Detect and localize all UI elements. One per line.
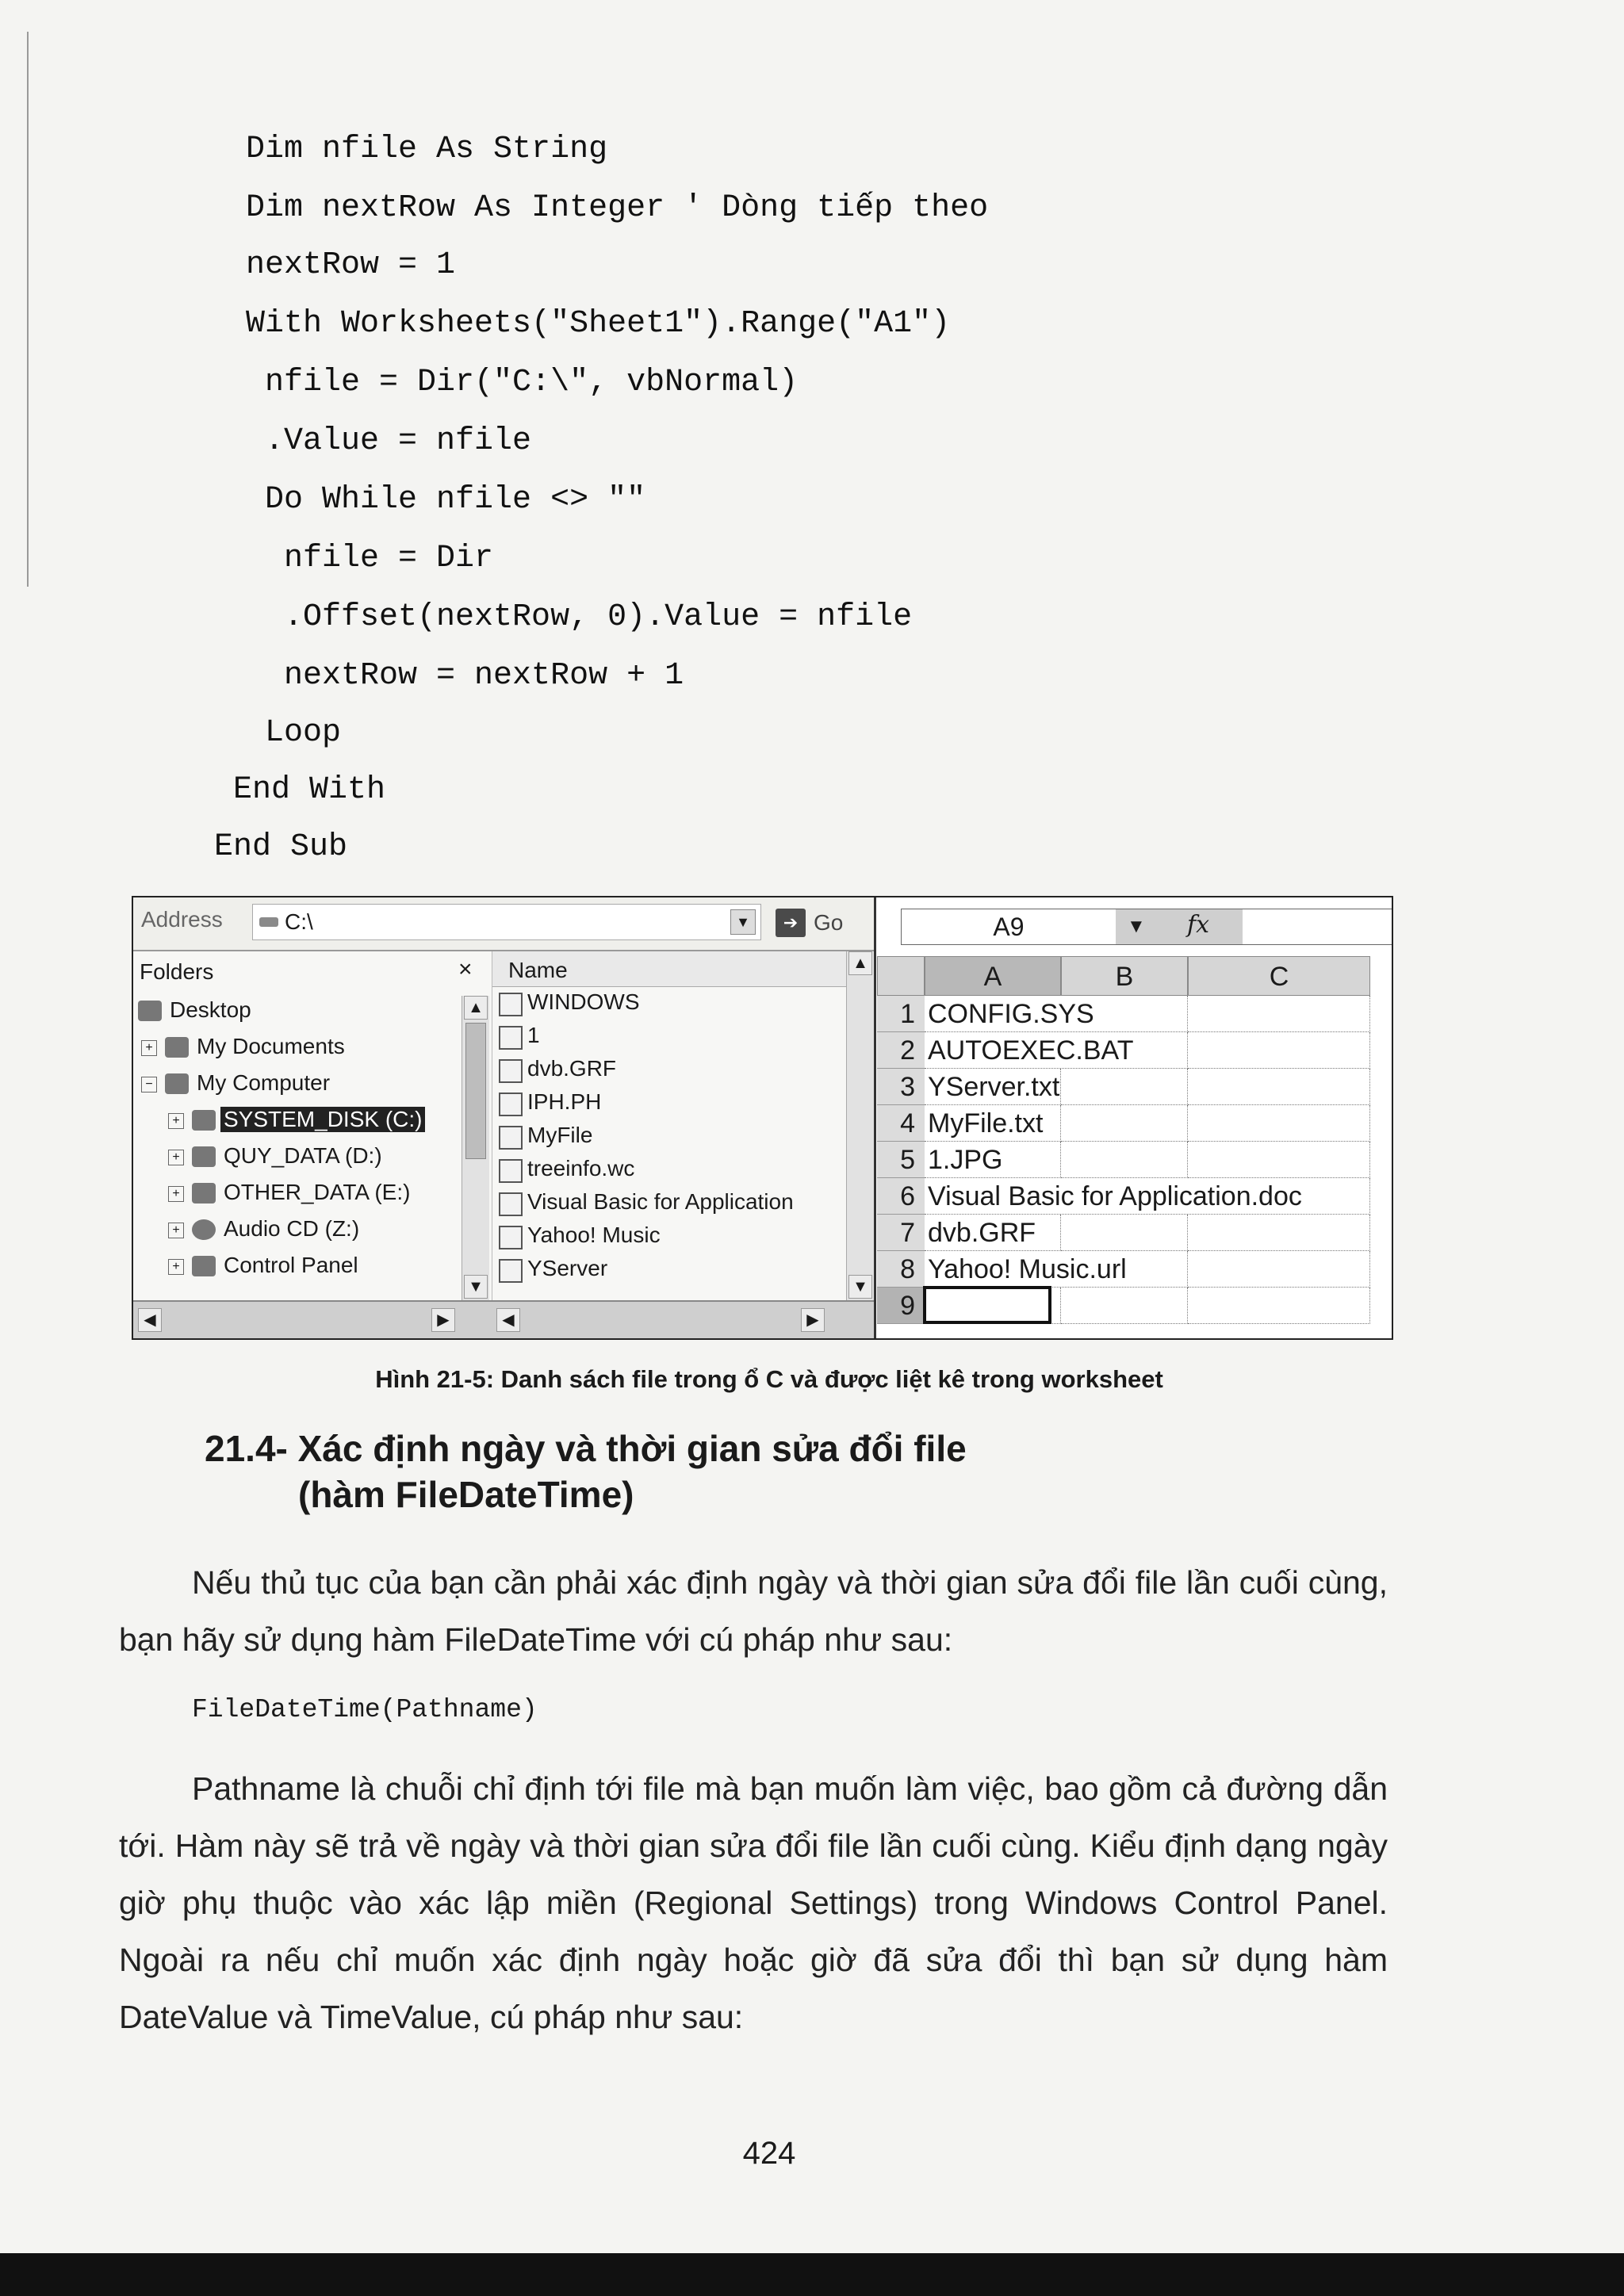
row-header[interactable]: 9 (877, 1288, 925, 1324)
code-line: .Value = nfile (246, 423, 532, 459)
cell-value: YServer.txt (928, 1072, 1060, 1102)
scroll-up-icon[interactable]: ▲ (464, 996, 488, 1020)
go-arrow-icon: ➔ (776, 909, 806, 937)
scroll-right-icon[interactable]: ▶ (431, 1308, 455, 1332)
section-heading-line2: (hàm FileDateTime) (298, 1474, 634, 1515)
figure-screenshot (132, 896, 1393, 1340)
column-header[interactable]: C (1188, 956, 1370, 996)
excel-worksheet (877, 897, 1392, 1338)
row-header[interactable]: 3 (877, 1069, 925, 1105)
address-input[interactable] (252, 904, 761, 940)
row-header[interactable]: 1 (877, 996, 925, 1032)
name-box[interactable]: A9 (902, 909, 1116, 944)
cell-value: CONFIG.SYS (928, 999, 1094, 1029)
file-icon (499, 1026, 523, 1050)
scroll-left-icon[interactable]: ◀ (496, 1308, 520, 1332)
folder-icon (165, 1037, 189, 1058)
active-cell-cursor (923, 1286, 1051, 1324)
code-line: nfile = Dir (246, 541, 494, 576)
formula-bar (901, 909, 1393, 945)
column-header[interactable]: B (1061, 956, 1188, 996)
cell-value: MyFile.txt (928, 1108, 1044, 1138)
code-line: .Offset(nextRow, 0).Value = nfile (246, 599, 913, 635)
cell-a[interactable] (925, 1069, 1061, 1105)
row-header[interactable]: 5 (877, 1142, 925, 1178)
desktop-icon (138, 1001, 162, 1021)
address-label: Address (141, 907, 223, 932)
cell-c[interactable] (1188, 1142, 1370, 1178)
horizontal-scrollbar-area[interactable] (133, 1300, 874, 1338)
tree-item-label: QUY_DATA (D:) (224, 1143, 382, 1168)
section-heading-line1: 21.4- Xác định ngày và thời gian sửa đổi file (205, 1428, 967, 1469)
folders-vertical-scrollbar[interactable] (462, 996, 489, 1300)
code-line: Dim nfile As String (246, 132, 608, 167)
cell-value: Yahoo! Music.url (928, 1254, 1127, 1284)
cell-c[interactable] (1188, 1288, 1370, 1324)
address-bar (133, 897, 874, 951)
section-heading (205, 1425, 967, 1517)
chevron-down-icon[interactable]: ▼ (730, 909, 756, 935)
file-icon (499, 1159, 523, 1183)
paragraph-text: Pathname là chuỗi chỉ định tới file mà bạn muốn làm việc, bao gồm cả đường dẫn tới. Hàm này sẽ trả về ngày và thời gian sửa đổi file lần cuối cùng. Kiểu định dạng ngày giờ phụ thuộc vào xác lập miền (Regional Settings) trong Windows Control Panel. Ngoài ra nếu chỉ muốn xác định ngày hoặc giờ đã sửa đổi thì bạn sử dụng hàm DateValue và TimeValue, cú pháp như sau: (119, 1770, 1388, 2035)
file-name: WINDOWS (527, 989, 640, 1014)
paragraph-text: Nếu thủ tục của bạn cần phải xác định ngày và thời gian sửa đổi file lần cuối cùng, bạn hãy sử dụng hàm FileDateTime với cú pháp như sau: (119, 1564, 1388, 1658)
row-header[interactable]: 2 (877, 1032, 925, 1069)
code-line: Loop (246, 715, 342, 751)
go-button[interactable] (776, 905, 863, 940)
cell-value (925, 1291, 928, 1321)
cell-b[interactable] (1061, 1142, 1188, 1178)
cell-a[interactable] (925, 996, 1188, 1032)
cell-c[interactable] (1188, 1032, 1370, 1069)
drive-icon (192, 1146, 216, 1167)
code-line: nfile = Dir("C:\", vbNormal) (246, 365, 799, 400)
expand-icon[interactable]: + (168, 1259, 184, 1275)
drive-icon (259, 917, 278, 927)
column-header[interactable]: A (925, 956, 1061, 996)
go-label: Go (814, 910, 844, 935)
cell-b[interactable] (1061, 1215, 1188, 1251)
select-all-corner[interactable] (877, 956, 925, 996)
files-pane (492, 951, 875, 1300)
drive-icon (192, 1183, 216, 1203)
cell-c[interactable] (1188, 1069, 1370, 1105)
cell-b[interactable] (1061, 1069, 1188, 1105)
syntax-line: FileDateTime(Pathname) (192, 1695, 538, 1724)
page-number: 424 (742, 2136, 796, 2171)
cell-a[interactable] (925, 1032, 1188, 1069)
cell-value: AUTOEXEC.BAT (928, 1035, 1134, 1066)
tree-item-label: Desktop (170, 997, 251, 1022)
formula-controls (1116, 909, 1243, 944)
tree-item-label: Control Panel (224, 1253, 358, 1277)
cd-icon (192, 1219, 216, 1240)
files-vertical-scrollbar[interactable] (846, 951, 874, 1300)
expand-icon[interactable]: + (168, 1223, 184, 1238)
code-line: nextRow = nextRow + 1 (246, 658, 684, 694)
collapse-icon[interactable]: − (141, 1077, 157, 1093)
folders-header: Folders (140, 959, 214, 984)
name-column-header[interactable] (492, 951, 875, 987)
folders-pane (133, 951, 490, 1300)
cell-c[interactable] (1188, 996, 1370, 1032)
tree-item-label: My Computer (197, 1070, 331, 1095)
file-name: 1 (527, 1023, 540, 1047)
cell-a[interactable] (925, 1105, 1061, 1142)
body-paragraph (119, 1554, 1388, 1668)
code-line: With Worksheets("Sheet1").Range("A1") (246, 306, 951, 342)
tree-item-label: Audio CD (Z:) (224, 1216, 360, 1241)
internet-shortcut-icon (499, 1226, 523, 1249)
text-file-icon (499, 1259, 523, 1283)
row-header[interactable]: 6 (877, 1178, 925, 1215)
tree-item-label: SYSTEM_DISK (C:) (220, 1107, 425, 1132)
file-name: IPH.PH (527, 1089, 602, 1114)
cell-a[interactable] (925, 1178, 1370, 1215)
cell-c[interactable] (1188, 1215, 1370, 1251)
scan-bottom-border (0, 2253, 1624, 2296)
file-icon (499, 1093, 523, 1116)
code-line: Do While nfile <> "" (246, 482, 646, 518)
scroll-down-icon[interactable]: ▼ (464, 1275, 488, 1299)
file-name: MyFile (527, 1123, 593, 1147)
expand-icon[interactable]: + (168, 1186, 184, 1202)
scroll-down-icon[interactable]: ▼ (848, 1275, 872, 1299)
cell-a[interactable] (925, 1251, 1188, 1288)
file-name: Visual Basic for Application (527, 1189, 794, 1214)
expand-icon[interactable]: + (141, 1040, 157, 1056)
body-paragraph (119, 1760, 1388, 2045)
expand-icon[interactable]: + (168, 1113, 184, 1129)
scroll-up-icon[interactable]: ▲ (848, 951, 872, 975)
file-icon (499, 1059, 523, 1083)
cell-a[interactable] (925, 1142, 1061, 1178)
figure-caption: Hình 21-5: Danh sách file trong ổ C và được liệt kê trong worksheet (375, 1365, 1163, 1393)
name-column-label: Name (508, 958, 568, 982)
code-line: Dim nextRow As Integer ' Dòng tiếp theo (246, 190, 989, 226)
folder-icon (499, 993, 523, 1016)
file-name: YServer (527, 1256, 608, 1280)
code-line: nextRow = 1 (246, 247, 456, 283)
close-icon[interactable]: × (458, 956, 473, 982)
word-document-icon (499, 1192, 523, 1216)
file-name: dvb.GRF (527, 1056, 617, 1081)
function-icon[interactable]: fx (1187, 911, 1210, 939)
scroll-right-icon[interactable]: ▶ (801, 1308, 825, 1332)
row-header[interactable]: 4 (877, 1105, 925, 1142)
cell-b[interactable] (1061, 1288, 1188, 1324)
chevron-down-icon[interactable]: ▼ (1127, 916, 1146, 937)
cell-b[interactable] (1061, 1105, 1188, 1142)
cell-a[interactable] (925, 1215, 1061, 1251)
address-value: C:\ (285, 909, 313, 934)
drive-icon (192, 1110, 216, 1131)
control-panel-icon (192, 1256, 216, 1276)
row-header[interactable]: 7 (877, 1215, 925, 1251)
row-header[interactable]: 8 (877, 1251, 925, 1288)
cell-c[interactable] (1188, 1251, 1370, 1288)
cell-value: dvb.GRF (928, 1218, 1036, 1248)
file-name: Yahoo! Music (527, 1223, 661, 1247)
explorer-window (133, 897, 876, 1338)
scroll-left-icon[interactable]: ◀ (138, 1308, 162, 1332)
file-name: treeinfo.wc (527, 1156, 635, 1181)
tree-item-label: OTHER_DATA (E:) (224, 1180, 411, 1204)
page-edge-line (27, 32, 29, 587)
scrollbar-thumb[interactable] (465, 1023, 486, 1159)
cell-c[interactable] (1188, 1105, 1370, 1142)
cell-value: 1.JPG (928, 1145, 1003, 1175)
expand-icon[interactable]: + (168, 1150, 184, 1165)
code-line: End Sub (214, 829, 348, 865)
cell-value: Visual Basic for Application.doc (928, 1181, 1302, 1211)
computer-icon (165, 1073, 189, 1094)
tree-item-label: My Documents (197, 1034, 345, 1058)
text-file-icon (499, 1126, 523, 1150)
code-line: End With (233, 772, 386, 808)
